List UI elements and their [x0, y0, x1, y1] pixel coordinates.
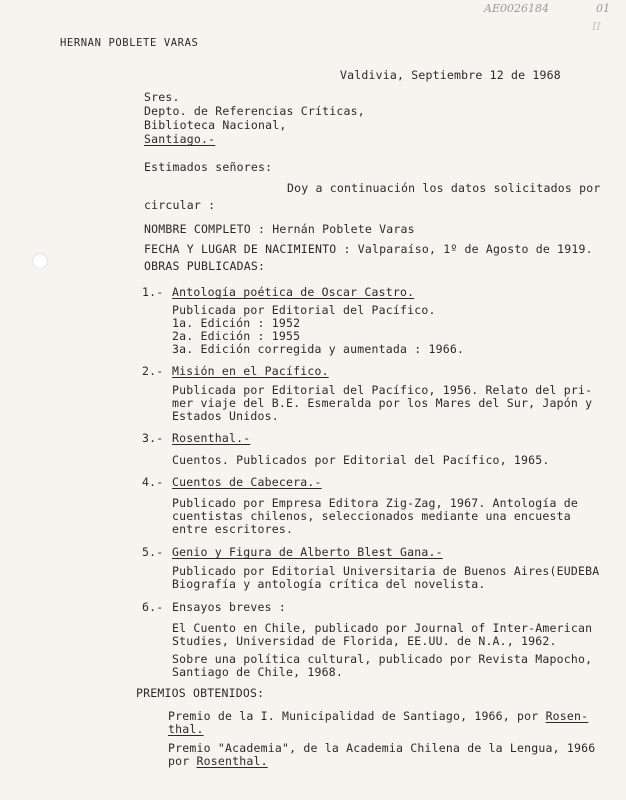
work-number: 1.-	[142, 285, 164, 299]
work-detail: 2a. Edición : 1955	[172, 329, 301, 343]
work-number: 3.-	[142, 431, 164, 445]
work-detail: Santiago de Chile, 1968.	[172, 665, 343, 679]
award-text: por	[168, 754, 197, 768]
work-title: Cuentos de Cabecera.-	[172, 475, 322, 489]
work-detail: El Cuento en Chile, publicado por Journal of Inter-American	[172, 621, 593, 635]
work-detail: Publicado por Editorial Universitaria de Buenos Aires(EUDEBA	[172, 564, 600, 578]
full-name-line: NOMBRE COMPLETO : Hernán Poblete Varas	[144, 222, 415, 236]
work-detail: cuentistas chilenos, seleccionados mediante una encuesta	[172, 509, 571, 523]
work-detail: 3a. Edición corregida y aumentada : 1966.	[172, 342, 465, 356]
work-detail: 1a. Edición : 1952	[172, 316, 301, 330]
recipient-line: Depto. de Referencias Críticas,	[144, 104, 365, 118]
archive-code: AE0026184	[484, 2, 549, 15]
intro-line: Doy a continuación los datos solicitados por	[287, 181, 601, 195]
awards-heading: PREMIOS OBTENIDOS:	[136, 686, 265, 700]
work-detail: Cuentos. Publicados por Editorial del Pacífico, 1965.	[172, 453, 550, 467]
award-line	[168, 754, 268, 768]
work-title: Rosenthal.-	[172, 431, 251, 445]
work-detail: mer viaje del B.E. Esmeralda por los Mares del Sur, Japón y	[172, 396, 593, 410]
work-number: 2.-	[142, 364, 164, 378]
award-line	[168, 709, 588, 723]
work-number: 6.-	[142, 600, 164, 614]
work-number: 4.-	[142, 475, 164, 489]
work-title: Ensayos breves :	[172, 600, 286, 614]
place-date: Valdivia, Septiembre 12 de 1968	[340, 68, 561, 82]
award-text: Premio de la I. Municipalidad de Santiago, 1966, por	[168, 709, 546, 723]
work-detail: Publicada por Editorial del Pacífico, 1956. Relato del pri-	[172, 383, 593, 397]
corner-mark: 01	[596, 2, 610, 15]
works-heading: OBRAS PUBLICADAS:	[144, 259, 266, 273]
birth-line: FECHA Y LUGAR DE NACIMIENTO : Valparaíso, 1º de Agosto de 1919.	[144, 242, 593, 256]
work-detail: Publicado por Empresa Editora Zig-Zag, 1967. Antología de	[172, 496, 579, 510]
award-book-title: Rosenthal.	[196, 754, 268, 768]
work-detail: Biografía y antología crítica del novelista.	[172, 577, 486, 591]
recipient-line: Sres.	[144, 90, 180, 104]
work-detail: Estados Unidos.	[172, 409, 279, 423]
punch-hole	[32, 253, 48, 269]
recipient-city: Santiago.-	[144, 132, 216, 146]
work-detail: Sobre una política cultural, publicado por Revista Mapocho,	[172, 652, 593, 666]
margin-mark: II	[592, 20, 601, 33]
award-book-title: thal.	[168, 722, 204, 736]
greeting: Estimados señores:	[144, 160, 273, 174]
work-number: 5.-	[142, 545, 164, 559]
intro-line: circular :	[144, 198, 216, 212]
work-title: Misión en el Pacífico.	[172, 364, 329, 378]
work-title: Antología poética de Oscar Castro.	[172, 285, 415, 299]
recipient-line: Biblioteca Nacional,	[144, 118, 287, 132]
work-detail: entre escritores.	[172, 522, 294, 536]
work-title: Genio y Figura de Alberto Blest Gana.-	[172, 545, 443, 559]
letterhead-author: HERNAN POBLETE VARAS	[60, 37, 199, 49]
award-line: Premio "Academia", de la Academia Chilena de la Lengua, 1966	[168, 741, 596, 755]
award-book-title: Rosen-	[545, 709, 589, 723]
work-detail: Publicada por Editorial del Pacífico.	[172, 303, 436, 317]
work-detail: Studies, Universidad de Florida, EE.UU. de N.A., 1962.	[172, 634, 557, 648]
